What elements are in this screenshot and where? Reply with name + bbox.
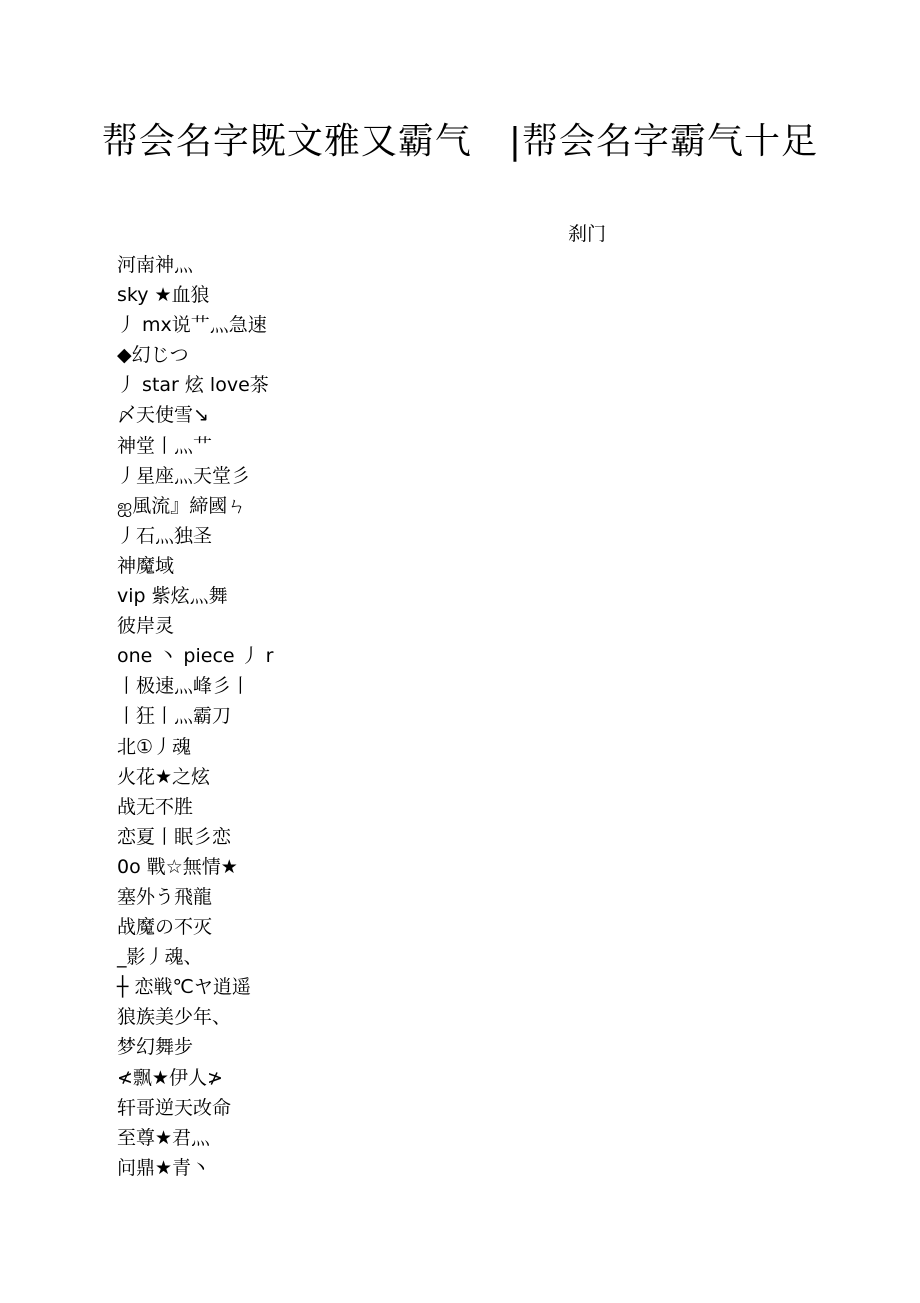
guild-name-item: 神魔域 [117,554,175,577]
guild-name-item: 丨狂丨灬霸刀 [117,705,232,728]
guild-name-item: 神堂丨灬艹 [117,434,213,457]
guild-name-item: 丿 star 炫 love茶 [117,374,269,397]
guild-name-item: 0o 戰☆無情★ [117,855,238,878]
guild-name-item: 梦幻舞步 [117,1036,194,1059]
guild-name-item: 轩哥逆天改命 [117,1096,232,1119]
guild-name-item: 丿石灬独圣 [117,524,213,547]
guild-name-item: ஐ風流』締國ㄣ [117,494,247,517]
guild-name-item: 丨极速灬峰彡丨 [117,675,251,698]
guild-name-item: 狼族美少年、 [117,1006,232,1029]
guild-name-item: _影丿魂、 [117,946,203,969]
guild-name-item: 丿 mx说艹灬急速 [117,314,267,337]
guild-name-item: 〆天使雪↘ [117,404,209,427]
guild-name-item: 塞外う飛龍 [117,885,213,908]
guild-name-item: ≮飘★伊人≯ [117,1066,223,1089]
document-subtitle: 刹门 [568,223,607,245]
guild-name-item: 北①丿魂 [117,735,192,758]
guild-name-item: sky ★血狼 [117,284,210,307]
guild-name-item: 至尊★君灬 [117,1126,211,1149]
guild-name-item: ◆幻じつ [117,344,189,367]
guild-name-item: 战魔の不灭 [117,916,213,939]
guild-name-item: 问鼎★青丶 [117,1156,211,1179]
guild-name-item: 恋夏丨眠彡恋 [117,825,232,848]
guild-name-item: 彼岸灵 [117,615,175,638]
guild-name-item: vip 紫炫灬舞 [117,585,228,608]
guild-name-item: 丿星座灬天堂彡 [117,464,251,487]
guild-name-item: 河南神灬 [117,254,194,276]
guild-name-item: 火花★之炫 [117,765,211,788]
guild-name-list [117,250,274,1183]
guild-name-item: 战无不胜 [117,795,194,818]
guild-name-item: one 丶 piece 丿 r [117,645,274,668]
document-title: 帮会名字既文雅又霸气 |帮会名字霸气十足 [101,121,819,162]
guild-name-item: ┼ 恋戦℃ヤ逍遥 [117,976,251,999]
